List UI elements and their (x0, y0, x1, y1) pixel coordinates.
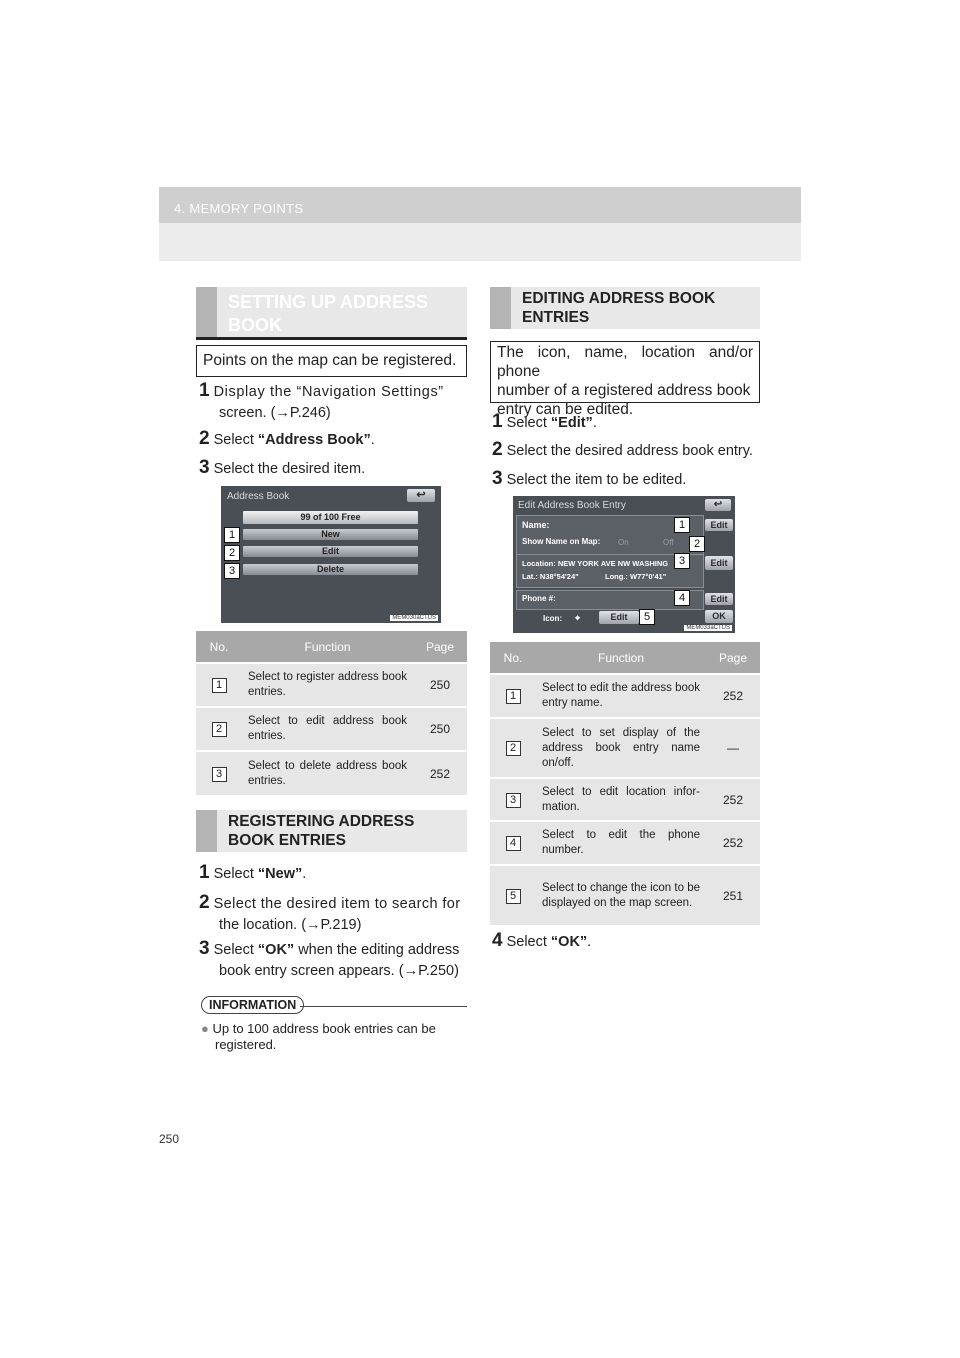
step-number: 4 (492, 930, 503, 951)
step-text: Display the “Navigation Settings” (213, 384, 444, 400)
section-heading-editing (490, 287, 760, 329)
step-1 (492, 411, 597, 434)
bullet-icon: ● (201, 1021, 209, 1036)
function-cell: Select to set display of the address book entry name on/off. (536, 718, 706, 778)
step-number: 1 (492, 411, 503, 432)
screen-caption: MEM033aCTUS (686, 625, 730, 631)
step-text-cont: screen. (→P.246) (219, 405, 331, 421)
page-cell: 251 (706, 865, 760, 925)
intro-line3: entry can be edited. (497, 401, 634, 418)
screen-title: Edit Address Book Entry (518, 500, 626, 511)
edit-entry-screenshot (513, 496, 735, 633)
callout-2: 2 (689, 536, 705, 552)
table-row (196, 751, 467, 795)
icon-label: Icon: (543, 614, 563, 623)
step-text-cont: book entry screen appears. (→P.250) (219, 963, 459, 979)
screen-title: Address Book (227, 491, 290, 502)
step-keyword: “OK” (550, 934, 588, 950)
step-prefix: Select (506, 415, 551, 431)
number-box: 3 (506, 793, 521, 808)
table-row (196, 663, 467, 707)
step-prefix: Select (213, 432, 258, 448)
ok-button[interactable]: OK (705, 610, 733, 623)
callout-1: 1 (224, 527, 240, 543)
on-option[interactable]: On (618, 538, 629, 547)
step-suffix: . (302, 866, 307, 882)
heading-bar (490, 287, 511, 329)
delete-button[interactable]: Delete (243, 564, 418, 575)
function-table-1 (196, 631, 467, 795)
step-text-cont: the location. (→P.219) (219, 917, 362, 933)
table-row (490, 778, 760, 821)
heading-line1: SETTING UP ADDRESS (228, 292, 429, 312)
intro-line2: number of a registered address book (497, 382, 751, 399)
lat-label: Lat.: N38°54'24" (522, 572, 579, 581)
edit-name-button[interactable]: Edit (705, 519, 733, 531)
off-option[interactable]: Off (663, 538, 674, 547)
function-cell: Select to edit location infor-mation. (536, 778, 706, 821)
long-label: Long.: W77°0'41" (605, 572, 667, 581)
section-header: 4. MEMORY POINTS (174, 201, 304, 216)
step-keyword: “Edit” (550, 415, 593, 431)
callout-4: 4 (674, 590, 690, 606)
intro-text: Points on the map can be registered. (203, 352, 457, 369)
step-2 (492, 439, 753, 462)
screen-caption: MEM030aCTUS (392, 615, 436, 621)
function-cell: Select to edit address book entries. (242, 707, 413, 751)
intro-box (196, 345, 467, 377)
step-prefix: Select (213, 866, 258, 882)
step-number: 1 (199, 380, 210, 401)
free-count: 99 of 100 Free (243, 511, 418, 524)
heading-bar (196, 287, 217, 337)
step-1 (199, 380, 467, 403)
step-number: 2 (199, 428, 210, 449)
edit-icon-button[interactable]: Edit (599, 611, 639, 624)
step-text: Select the item to be edited. (506, 472, 687, 488)
col-page: Page (413, 631, 467, 663)
heading-line2: BOOK (228, 315, 282, 335)
number-box: 5 (506, 889, 521, 904)
name-label: Name: (522, 520, 550, 530)
section-heading-setting-up (196, 287, 467, 337)
intro-line1: The icon, name, location and/or phone (497, 344, 753, 380)
callout-3: 3 (224, 563, 240, 579)
step-number: 2 (199, 892, 210, 913)
step-suffix: . (587, 934, 592, 950)
step-2-cont (219, 914, 361, 936)
step-3 (199, 457, 365, 480)
heading-rule (196, 337, 467, 340)
number-box: 3 (212, 767, 227, 782)
address-book-screenshot (221, 486, 441, 623)
function-table-2 (490, 642, 760, 925)
number-box: 2 (506, 741, 521, 756)
step-3 (492, 468, 686, 491)
col-page: Page (706, 642, 760, 674)
callout-5: 5 (639, 609, 655, 625)
step-2 (199, 428, 375, 451)
back-button[interactable]: ↩ (407, 489, 435, 502)
number-box: 1 (506, 689, 521, 704)
step-3-cont (219, 960, 459, 982)
col-function: Function (242, 631, 413, 663)
edit-location-button[interactable]: Edit (705, 556, 733, 570)
callout-1: 1 (674, 517, 690, 533)
table-header-row (490, 642, 760, 674)
section-heading-registering (196, 810, 467, 852)
step-2 (199, 892, 461, 915)
edit-button[interactable]: Edit (243, 546, 418, 557)
step-keyword: “OK” (257, 942, 295, 958)
page-cell: 252 (413, 751, 467, 795)
heading-bar (196, 810, 217, 852)
number-box: 1 (212, 678, 227, 693)
step-number: 2 (492, 439, 503, 460)
information-line1: Up to 100 address book entries can be (212, 1021, 436, 1036)
heading-line1: EDITING ADDRESS BOOK (522, 290, 716, 307)
step-suffix: when the editing address (294, 942, 460, 958)
function-cell: Select to delete address book entries. (242, 751, 413, 795)
phone-label: Phone #: (522, 594, 556, 603)
page-cell: — (706, 718, 760, 778)
step-keyword: “New” (257, 866, 303, 882)
step-prefix: Select (213, 942, 258, 958)
information-text-cont (215, 1037, 276, 1053)
table-row (490, 821, 760, 865)
page-cell: 252 (706, 821, 760, 865)
information-text (201, 1021, 467, 1037)
step-text: Select the desired item to search for (213, 896, 461, 912)
pin-icon: ⌖ (575, 613, 581, 623)
page-cell: 252 (706, 778, 760, 821)
step-number: 3 (199, 457, 210, 478)
location-label: Location: NEW YORK AVE NW WASHING (522, 559, 669, 568)
information-rule (300, 1006, 467, 1007)
intro-box (490, 341, 760, 418)
new-button[interactable]: New (243, 529, 418, 540)
function-cell: Select to edit the phone number. (536, 821, 706, 865)
function-cell: Select to change the icon to be displayed on the map screen. (536, 865, 706, 925)
step-suffix: . (370, 432, 375, 448)
page-cell: 250 (413, 707, 467, 751)
function-cell: Select to register address book entries. (242, 663, 413, 707)
table-row (490, 865, 760, 925)
table-header-row (196, 631, 467, 663)
page-cell: 250 (413, 663, 467, 707)
table-row (196, 707, 467, 751)
col-no: No. (196, 631, 242, 663)
step-keyword: “Address Book” (257, 432, 371, 448)
information-line2: registered. (215, 1037, 277, 1052)
edit-phone-button[interactable]: Edit (705, 593, 733, 605)
step-number: 1 (199, 862, 210, 883)
callout-3: 3 (674, 553, 690, 569)
heading-line1: REGISTERING ADDRESS (228, 813, 415, 830)
step-number: 3 (199, 938, 210, 959)
show-name-label: Show Name on Map: (522, 537, 601, 546)
col-function: Function (536, 642, 706, 674)
step-prefix: Select (506, 934, 551, 950)
step-1-cont (219, 402, 331, 424)
step-text: Select the desired item. (213, 461, 366, 477)
step-suffix: . (592, 415, 597, 431)
function-cell: Select to edit the address book entry name. (536, 674, 706, 718)
table-row (490, 674, 760, 718)
step-1 (199, 862, 306, 885)
page-cell: 252 (706, 674, 760, 718)
step-3 (199, 938, 459, 961)
heading-line2: BOOK ENTRIES (228, 832, 346, 849)
step-4 (492, 930, 591, 953)
col-no: No. (490, 642, 536, 674)
information-label: INFORMATION (201, 996, 304, 1014)
step-text: Select the desired address book entry. (506, 443, 753, 459)
number-box: 2 (212, 722, 227, 737)
number-box: 4 (506, 836, 521, 851)
table-row (490, 718, 760, 778)
step-number: 3 (492, 468, 503, 489)
page-number: 250 (159, 1132, 180, 1146)
back-button[interactable]: ↩ (705, 499, 731, 511)
callout-2: 2 (224, 545, 240, 561)
heading-line2: ENTRIES (522, 309, 590, 326)
